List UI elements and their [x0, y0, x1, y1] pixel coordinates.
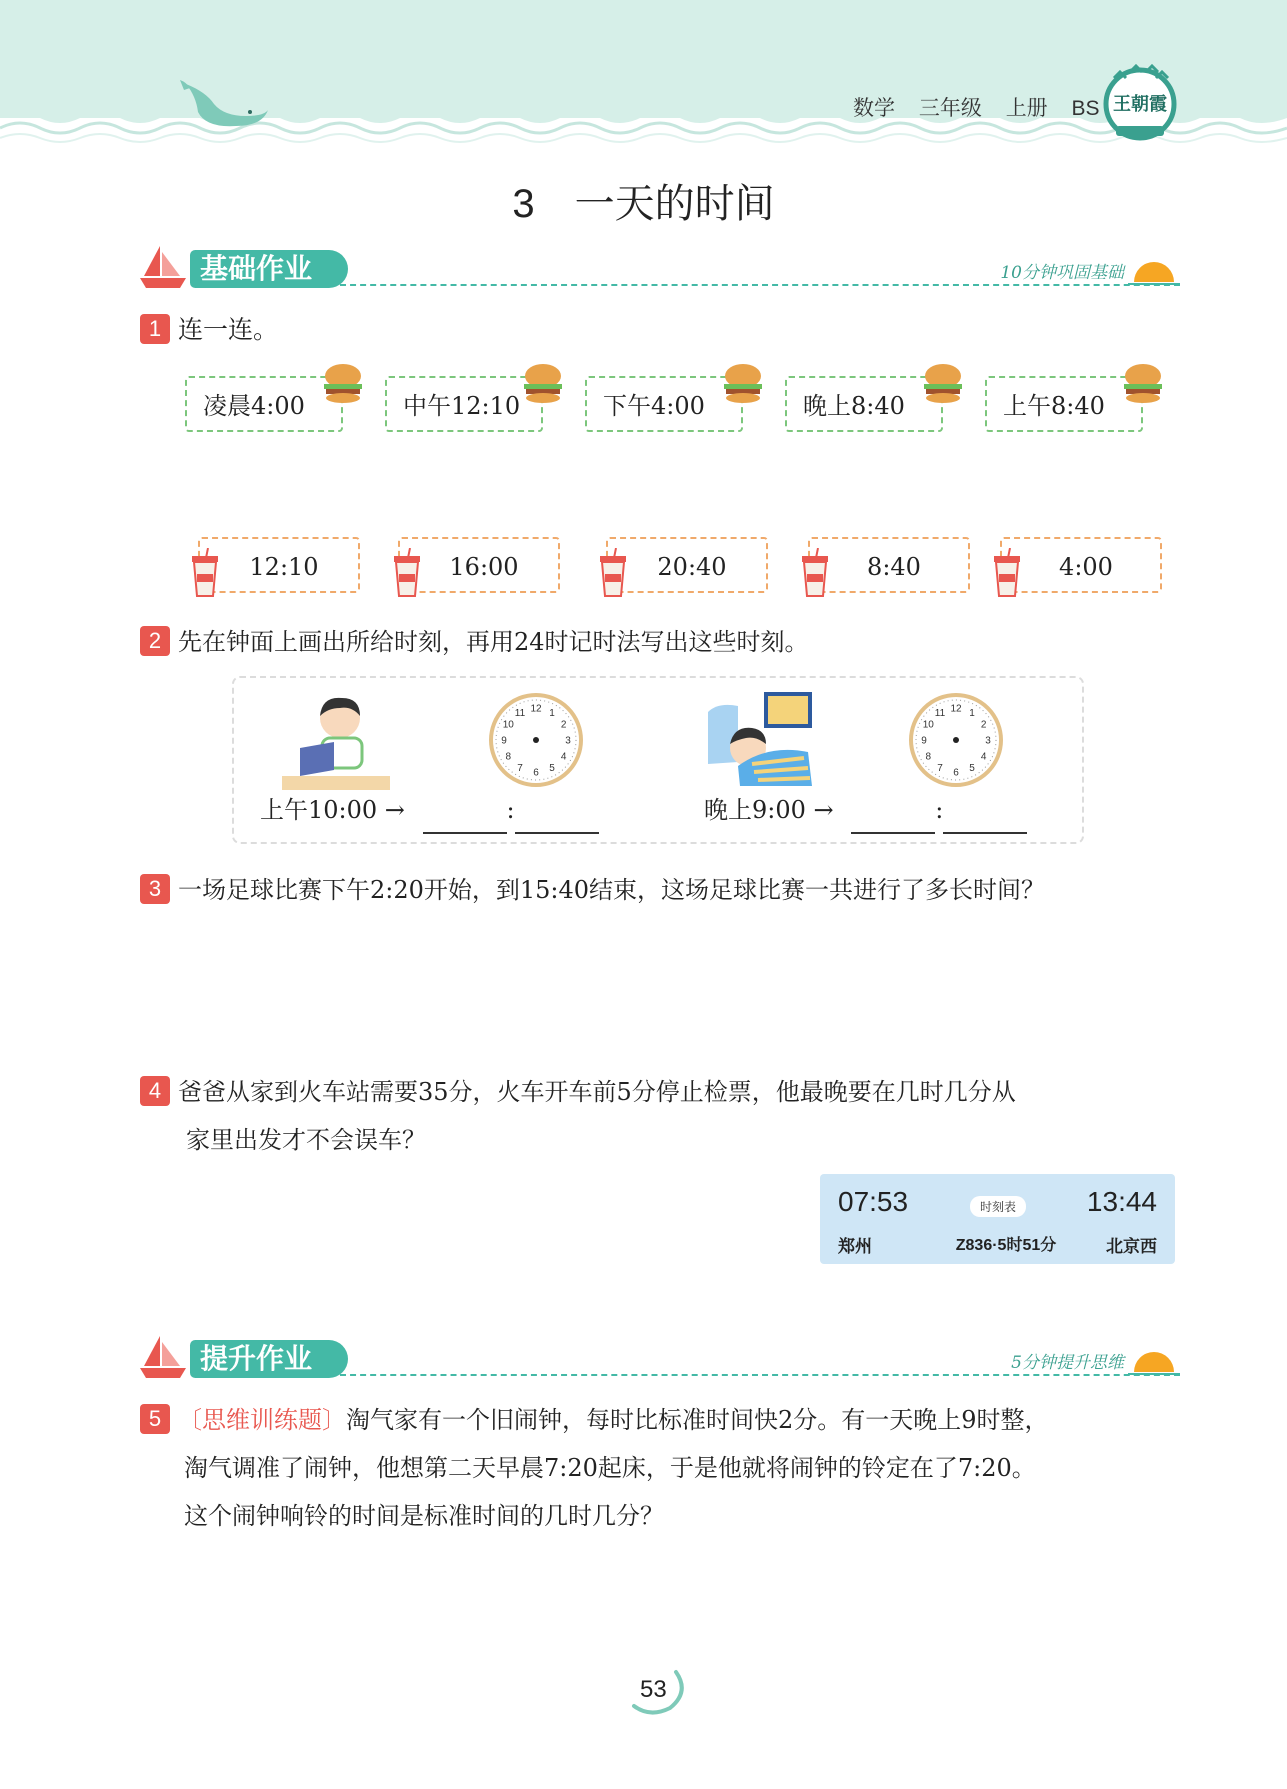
question-text: 连一连。 [178, 316, 279, 344]
clock-numeral: 8 [505, 751, 512, 763]
question-text: 一场足球比赛下午2:20开始，到15:40结束，这场足球比赛一共进行了多长时间？ [178, 876, 1046, 904]
edition-label: BS [1071, 97, 1100, 120]
page-title: 3 一天的时间 [512, 182, 775, 226]
section-advanced-header [140, 1334, 1180, 1384]
match-bottom-item[interactable]: 8:40 [808, 537, 970, 593]
whale-icon [176, 76, 276, 132]
clock-numeral: 1 [549, 707, 555, 719]
clock-numeral: 2 [980, 719, 987, 731]
question-number: 2 [140, 626, 170, 656]
departure-time: 07:53 [838, 1186, 909, 1217]
clock-numeral: 7 [937, 763, 943, 775]
drink-cup-icon [390, 548, 424, 598]
hour-answer-blank[interactable] [423, 808, 507, 834]
match-top-item[interactable]: 中午12:10 [385, 376, 543, 432]
train-ticket [820, 1174, 1175, 1264]
clock-numeral: 10 [502, 719, 514, 731]
boy-reading-illustration [282, 690, 390, 790]
logo-text: 王朝霞 [1113, 94, 1167, 115]
question-text-line-1: 爸爸从家到火车站需要35分，火车开车前5分停止检票，他最晚要在几时几分从 [178, 1078, 1016, 1106]
girl-sleeping-illustration [708, 692, 814, 792]
sun-icon [1128, 1344, 1180, 1376]
question-1 [140, 306, 278, 354]
clock-numeral: 3 [985, 735, 991, 747]
q2-answer-row-1 [260, 786, 599, 834]
clock-numeral: 1 [969, 707, 975, 719]
question-number: 5 [140, 1404, 170, 1434]
clock-numeral: 6 [533, 767, 539, 779]
train-info: Z836·5时51分 [955, 1237, 1057, 1254]
q2-answer-row-2 [704, 786, 1027, 834]
clock-numeral: 4 [560, 751, 567, 763]
drink-cup-icon [990, 548, 1024, 598]
clock-numeral: 9 [921, 735, 927, 747]
section-advanced-hint: 5分钟提升思维 [1011, 1353, 1124, 1373]
question-5 [140, 1396, 1185, 1540]
arrival-time: 13:44 [1086, 1186, 1157, 1217]
minute-answer-blank[interactable] [515, 808, 599, 834]
publisher-logo [1100, 62, 1180, 142]
question-3 [140, 866, 1045, 914]
burger-icon [318, 362, 368, 406]
answer-area[interactable] [180, 920, 1170, 1060]
match-bottom-item[interactable]: 4:00 [1000, 537, 1162, 593]
clock-numeral: 5 [969, 763, 975, 775]
colon-separator: : [935, 796, 944, 824]
match-top-item[interactable]: 凌晨4:00 [185, 376, 343, 432]
sailboat-icon [140, 1334, 190, 1380]
hour-answer-blank[interactable] [851, 808, 935, 834]
question-text-line-2: 淘气调准了闹钟，他想第二天早晨7:20起床，于是他就将闹钟的铃定在了7:20。 [184, 1454, 1036, 1482]
clock-numeral: 2 [560, 719, 567, 731]
question-tag: 〔思维训练题〕 [178, 1406, 346, 1434]
clock-numeral: 4 [980, 751, 987, 763]
section-basic-hint: 10分钟巩固基础 [1000, 263, 1124, 283]
match-bottom-item[interactable]: 16:00 [398, 537, 560, 593]
section-divider [340, 1374, 1180, 1376]
question-number: 1 [140, 314, 170, 344]
subject-info [853, 92, 1118, 122]
clock-numeral: 7 [517, 763, 523, 775]
colon-separator: : [506, 796, 515, 824]
drink-cup-icon [596, 548, 630, 598]
question-4 [140, 1068, 1185, 1164]
question-text-line-1: 淘气家有一个旧闹钟，每时比标准时间快2分。有一天晚上9时整， [346, 1406, 1049, 1434]
sailboat-icon [140, 244, 190, 290]
burger-icon [918, 362, 968, 406]
timetable-badge: 时刻表 [970, 1196, 1026, 1217]
sun-icon [1128, 254, 1180, 286]
section-basic-header [140, 244, 1180, 294]
drink-cup-icon [188, 548, 222, 598]
section-basic-label: 基础作业 [190, 250, 348, 288]
drink-cup-icon [798, 548, 832, 598]
burger-icon [518, 362, 568, 406]
burger-icon [718, 362, 768, 406]
match-bottom-item[interactable]: 20:40 [606, 537, 768, 593]
clock-numeral: 6 [953, 767, 959, 779]
section-divider [340, 284, 1180, 286]
match-top-item[interactable]: 晚上8:40 [785, 376, 943, 432]
burger-icon [1118, 362, 1168, 406]
question-text-line-2: 家里出发才不会误车？ [186, 1126, 426, 1154]
clock-numeral: 10 [922, 719, 934, 731]
question-number: 4 [140, 1076, 170, 1106]
clock-numeral: 11 [934, 707, 946, 719]
question-2 [140, 618, 809, 666]
clock-numeral: 12 [530, 703, 542, 715]
match-bottom-item[interactable]: 12:10 [198, 537, 360, 593]
question-text: 先在钟面上画出所给时刻，再用24时记时法写出这些时刻。 [178, 628, 809, 656]
clock-numeral: 5 [549, 763, 555, 775]
match-top-item[interactable]: 上午8:40 [985, 376, 1143, 432]
clock-numeral: 11 [514, 707, 526, 719]
departure-station: 郑州 [838, 1237, 872, 1256]
clock-face-1[interactable] [488, 692, 584, 788]
grade-label: 三年级 [918, 97, 982, 120]
clock-face-2[interactable] [908, 692, 1004, 788]
q2-time-label: 晚上9:00 → [704, 796, 834, 824]
minute-answer-blank[interactable] [943, 808, 1027, 834]
match-top-item[interactable]: 下午4:00 [585, 376, 743, 432]
volume-label: 上册 [1005, 97, 1048, 120]
q2-time-label: 上午10:00 → [260, 796, 405, 824]
clock-numeral: 3 [565, 735, 571, 747]
clock-numeral: 8 [925, 751, 932, 763]
clock-numeral: 9 [501, 735, 507, 747]
page-number: 53 [640, 1676, 667, 1703]
section-advanced-label: 提升作业 [190, 1340, 348, 1378]
question-text-line-3: 这个闹钟响铃的时间是标准时间的几时几分？ [184, 1502, 664, 1530]
clock-numeral: 12 [950, 703, 962, 715]
arrival-station: 北京西 [1106, 1237, 1157, 1256]
subject-label: 数学 [853, 97, 895, 120]
question-number: 3 [140, 874, 170, 904]
